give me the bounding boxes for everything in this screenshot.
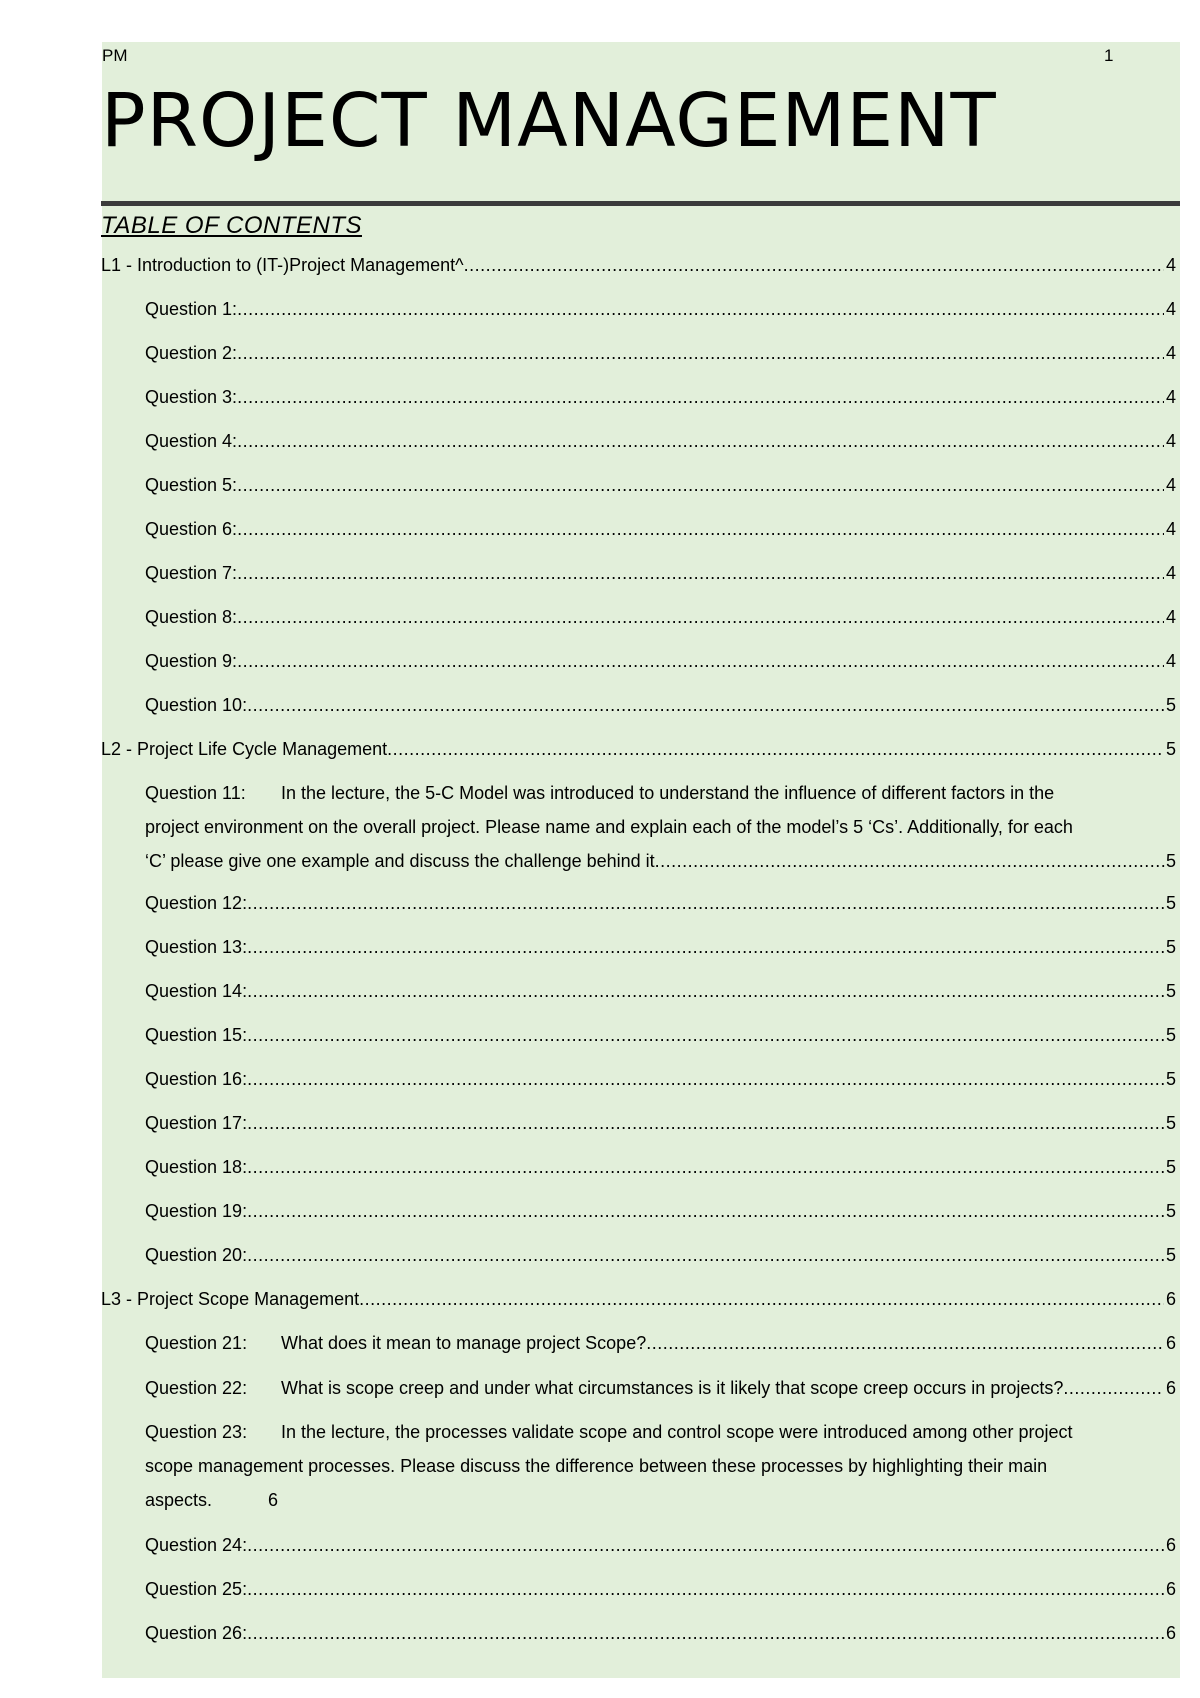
toc-entry-label: Question 25: xyxy=(145,1579,248,1599)
toc-entry-page: 6 xyxy=(1165,1623,1176,1643)
toc-entry-q2[interactable] xyxy=(145,336,1176,370)
toc-entry-label: Question 13: xyxy=(145,937,248,957)
toc-entry-label: Question 6: xyxy=(145,519,238,539)
toc-entry-page: 5 xyxy=(1165,937,1176,957)
toc-entry-label: Question 11: xyxy=(145,783,246,803)
toc-entry-text-line2: scope management processes. Please discuss the difference between these processes by highlighting their main xyxy=(145,1456,1048,1476)
toc-entry-l2[interactable] xyxy=(101,732,1176,766)
toc-entry-page: 6 xyxy=(1165,1289,1176,1309)
toc-entry-q13[interactable] xyxy=(145,930,1176,964)
toc-entry-label: Question 24: xyxy=(145,1535,248,1555)
toc-entry-page: 5 xyxy=(1165,981,1176,1001)
toc-entry-q7[interactable] xyxy=(145,556,1176,590)
toc-entry-page: 4 xyxy=(1165,651,1176,671)
toc-entry-page: 4 xyxy=(1165,563,1176,583)
toc-entry-q22[interactable] xyxy=(145,1371,1176,1405)
toc-entry-q4[interactable] xyxy=(145,424,1176,458)
toc-entry-label: Question 1: xyxy=(145,299,238,319)
header-left: PM xyxy=(102,46,128,65)
toc-entry-q11[interactable] xyxy=(145,776,1176,878)
header-page-number: 1 xyxy=(1104,46,1114,65)
toc-entry-label: Question 12: xyxy=(145,893,248,913)
toc-entry-label: Question 7: xyxy=(145,563,238,583)
toc-entry-label: Question 9: xyxy=(145,651,238,671)
toc-entry-q20[interactable] xyxy=(145,1238,1176,1272)
toc-entry-q24[interactable] xyxy=(145,1528,1176,1562)
toc-heading: TABLE OF CONTENTS xyxy=(101,212,362,239)
toc-entry-label: Question 22: xyxy=(145,1378,248,1398)
toc-entry-page: 5 xyxy=(1165,893,1176,913)
toc-entry-page: 4 xyxy=(1165,299,1176,319)
toc-entry-l1[interactable] xyxy=(101,248,1176,282)
toc-entry-page: 4 xyxy=(1165,387,1176,407)
toc-entry-label: Question 4: xyxy=(145,431,238,451)
toc-entry-label: Question 14: xyxy=(145,981,248,1001)
toc-entry-text-line3: aspects. xyxy=(145,1490,213,1510)
toc-entry-page: 5 xyxy=(1165,695,1176,715)
toc-entry-page: 6 xyxy=(1165,1579,1176,1599)
toc-entry-label: Question 3: xyxy=(145,387,238,407)
toc-entry-page: 5 xyxy=(1165,1201,1176,1221)
toc-entry-page: 5 xyxy=(1165,1157,1176,1177)
toc-entry-q6[interactable] xyxy=(145,512,1176,546)
toc-entry-q5[interactable] xyxy=(145,468,1176,502)
toc-entry-q10[interactable] xyxy=(145,688,1176,722)
toc-entry-q18[interactable] xyxy=(145,1150,1176,1184)
toc-entry-q8[interactable] xyxy=(145,600,1176,634)
document-title: PROJECT MANAGEMENT xyxy=(101,78,997,164)
toc-entry-page: 4 xyxy=(1165,255,1176,275)
toc-entry-label: Question 20: xyxy=(145,1245,248,1265)
toc-entry-page: 6 xyxy=(268,1490,279,1510)
toc-entry-label: Question 10: xyxy=(145,695,248,715)
toc-entry-page: 5 xyxy=(1165,1025,1176,1045)
toc-entry-label: Question 5: xyxy=(145,475,238,495)
toc-entry-label: L2 - Project Life Cycle Management xyxy=(101,739,388,759)
toc-entry-q3[interactable] xyxy=(145,380,1176,414)
toc-entry-q14[interactable] xyxy=(145,974,1176,1008)
toc-entry-label: Question 26: xyxy=(145,1623,248,1643)
toc-entry-page: 4 xyxy=(1165,343,1176,363)
toc-entry-q26[interactable] xyxy=(145,1616,1176,1650)
toc-entry-label: Question 8: xyxy=(145,607,238,627)
toc-entry-q21[interactable] xyxy=(145,1326,1176,1360)
toc-entry-q19[interactable] xyxy=(145,1194,1176,1228)
toc-entry-text-line1: In the lecture, the processes validate scope and control scope were introduced among other project xyxy=(281,1422,1073,1442)
toc-entry-label: Question 23: xyxy=(145,1422,248,1442)
toc-entry-q12[interactable] xyxy=(145,886,1176,920)
toc-entry-q25[interactable] xyxy=(145,1572,1176,1606)
toc-entry-label: Question 18: xyxy=(145,1157,248,1177)
toc-entry-l3[interactable] xyxy=(101,1282,1176,1316)
toc-entry-q17[interactable] xyxy=(145,1106,1176,1140)
toc-entry-q1[interactable] xyxy=(145,292,1176,326)
toc-entry-text: What does it mean to manage project Scope? xyxy=(281,1333,647,1353)
toc-entry-label: L3 - Project Scope Management xyxy=(101,1289,360,1309)
toc-entry-text-line3: ‘C’ please give one example and discuss the challenge behind it xyxy=(145,851,655,871)
toc-entry-q9[interactable] xyxy=(145,644,1176,678)
toc-entry-label: Question 15: xyxy=(145,1025,248,1045)
toc-entry-text-line2: project environment on the overall project. Please name and explain each of the model’s 5 ‘Cs’. Additionally, for each xyxy=(145,817,1073,837)
toc-entry-page: 4 xyxy=(1165,475,1176,495)
toc-entry-text: What is scope creep and under what circumstances is it likely that scope creep occurs in projects? xyxy=(281,1378,1064,1398)
toc-entry-q15[interactable] xyxy=(145,1018,1176,1052)
toc-entry-q16[interactable] xyxy=(145,1062,1176,1096)
toc-entry-q23[interactable] xyxy=(145,1415,1176,1517)
toc-entry-page: 5 xyxy=(1165,1113,1176,1133)
toc-entry-text-line1: In the lecture, the 5-C Model was introduced to understand the influence of different factors in the xyxy=(281,783,1055,803)
toc-entry-label: L1 - Introduction to (IT-)Project Management^ xyxy=(101,255,464,275)
toc-entry-page: 4 xyxy=(1165,519,1176,539)
toc-entry-page: 5 xyxy=(1165,1245,1176,1265)
toc-entry-label: Question 17: xyxy=(145,1113,248,1133)
toc-entry-page: 4 xyxy=(1165,431,1176,451)
toc-entry-page: 6 xyxy=(1165,1378,1176,1398)
toc-entry-label: Question 2: xyxy=(145,343,238,363)
toc-entry-page: 5 xyxy=(1165,851,1176,871)
toc-entry-label: Question 19: xyxy=(145,1201,248,1221)
toc-entry-page: 5 xyxy=(1165,1069,1176,1089)
toc-entry-label: Question 16: xyxy=(145,1069,248,1089)
toc-entry-page: 6 xyxy=(1165,1333,1176,1353)
toc-entry-page: 4 xyxy=(1165,607,1176,627)
toc-entry-label: Question 21: xyxy=(145,1333,248,1353)
toc-entry-page: 5 xyxy=(1165,739,1176,759)
toc-entry-page: 6 xyxy=(1165,1535,1176,1555)
title-divider xyxy=(101,201,1180,206)
